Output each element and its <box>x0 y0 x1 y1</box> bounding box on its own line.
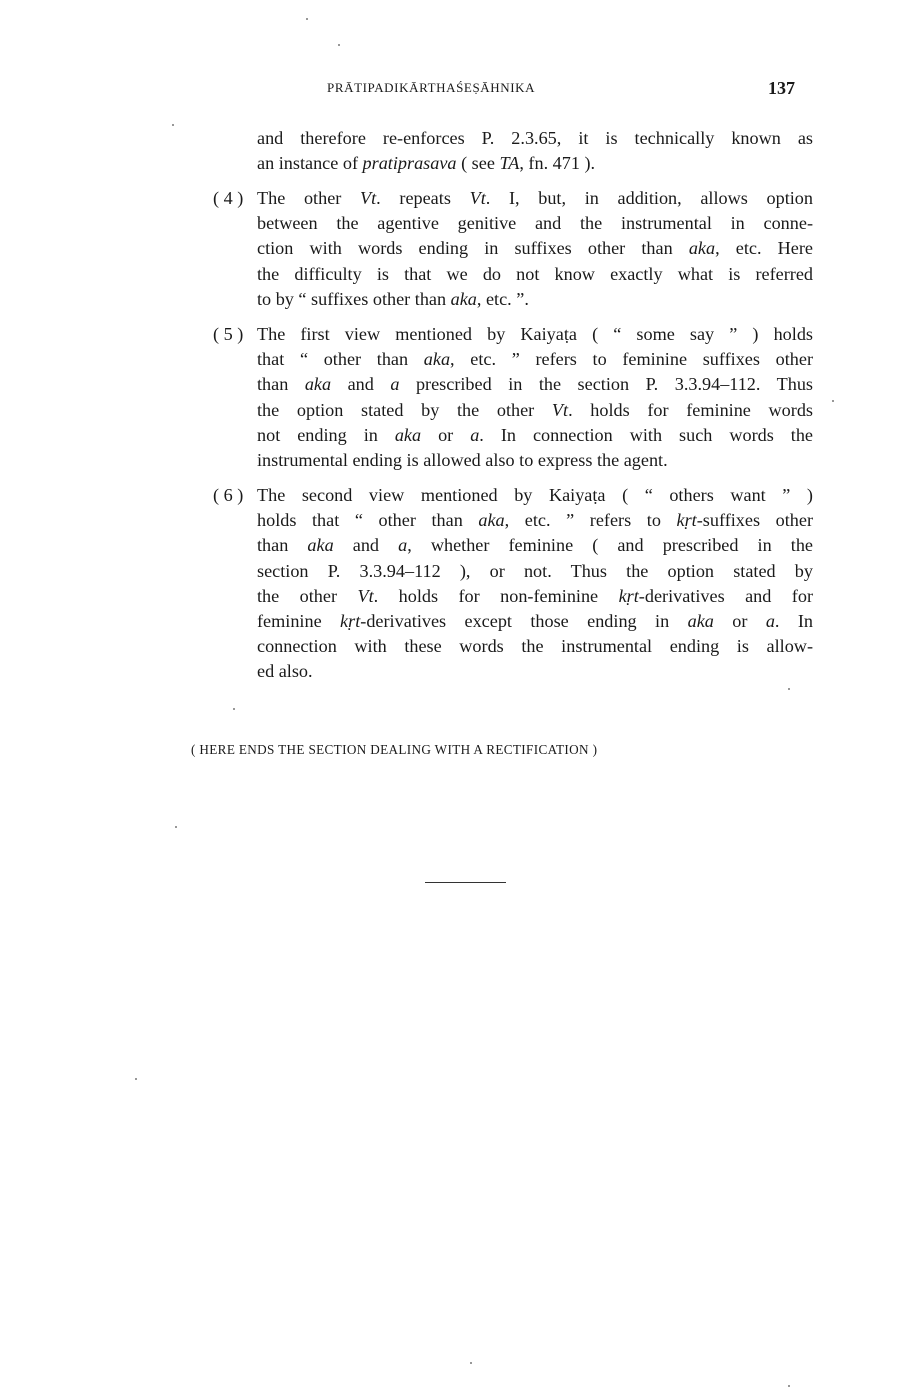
text-line: an instance of pratiprasava ( see TA, fn. 471 ). <box>257 153 596 174</box>
scan-speck <box>135 1078 137 1080</box>
text-line: The second view mentioned by Kaiyaṭa ( “ others want ” ) <box>257 485 813 505</box>
running-head-title: PRĀTIPADIKĀRTHAŚEṢĀHNIKA <box>327 80 536 95</box>
text-line: instrumental ending is allowed also to express the agent. <box>257 450 668 471</box>
scan-speck <box>172 124 174 126</box>
scan-speck <box>175 826 177 828</box>
text-line: ction with words ending in suffixes other than aka, etc. Here <box>257 238 813 259</box>
paragraph-body <box>257 483 813 685</box>
paragraph-body <box>257 186 813 312</box>
running-head <box>0 78 912 102</box>
text-line: The other Vt. repeats Vt. I, but, in addition, allows option <box>257 188 813 208</box>
text-line: that “ other than aka, etc. ” refers to feminine suffixes other <box>257 349 814 370</box>
text-line: connection with these words the instrumental ending is allow- <box>257 636 813 657</box>
paragraph-number: ( 4 ) <box>213 188 244 208</box>
numbered-paragraph-4 <box>213 186 813 312</box>
paragraph-body <box>257 322 813 473</box>
numbered-paragraph-6 <box>213 483 813 685</box>
scan-speck <box>233 708 235 710</box>
text-line: the difficulty is that we do not know exactly what is referred <box>257 263 813 284</box>
text-line: than aka and a, whether feminine ( and prescribed in the <box>257 535 813 556</box>
text-line: the option stated by the other Vt. holds for feminine words <box>257 399 814 420</box>
scan-speck <box>470 1362 472 1364</box>
text-line: between the agentive genitive and the instrumental in conne- <box>257 213 813 234</box>
text-line: than aka and a prescribed in the section P. 3.3.94–112. Thus <box>257 374 813 395</box>
scan-speck <box>788 688 790 690</box>
paragraph-number: ( 5 ) <box>213 324 244 344</box>
closing-rule <box>425 882 506 883</box>
numbered-paragraph-5 <box>213 322 813 473</box>
scan-speck <box>788 1385 790 1387</box>
scan-speck <box>338 44 340 46</box>
section-end-note: ( HERE ENDS THE SECTION DEALING WITH A RECTIFICATION ) <box>191 742 598 757</box>
text-line: and therefore re-enforces P. 2.3.65, it is technically known as <box>257 128 813 148</box>
scan-speck <box>832 400 834 402</box>
text-line: not ending in aka or a. In connection with such words the <box>257 424 813 445</box>
text-line: the other Vt. holds for non-feminine kṛt-derivatives and for <box>257 585 813 606</box>
text-line: holds that “ other than aka, etc. ” refers to kṛt-suffixes other <box>257 510 814 531</box>
scan-speck <box>306 18 308 20</box>
text-line: The first view mentioned by Kaiyaṭa ( “ some say ” ) holds <box>257 324 813 344</box>
text-line: section P. 3.3.94–112 ), or not. Thus the option stated by <box>257 560 813 581</box>
text-line: feminine kṛt-derivatives except those ending in aka or a. In <box>257 611 813 632</box>
text-line: ed also. <box>257 661 313 682</box>
page-number: 137 <box>768 78 795 98</box>
text-line: to by “ suffixes other than aka, etc. ”. <box>257 288 529 309</box>
paragraph-number: ( 6 ) <box>213 485 244 505</box>
continuation-paragraph <box>257 126 813 176</box>
